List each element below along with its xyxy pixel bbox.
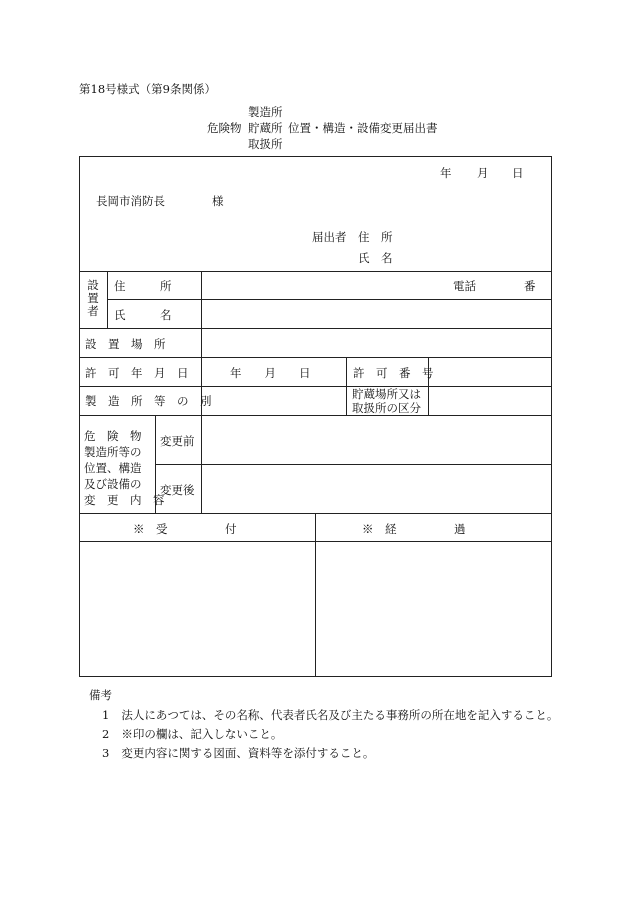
- note-number: 1: [102, 708, 110, 722]
- note-text: ※印の欄は、記入しないこと。: [121, 727, 283, 741]
- change-label-line: 危 険 物: [84, 429, 142, 443]
- permit-date-value: 年 月 日: [230, 366, 311, 380]
- note-number: 3: [102, 746, 110, 760]
- before-change-label: 変更前: [160, 434, 195, 448]
- after-change-label: 変更後: [160, 483, 195, 497]
- change-content-label: [84, 428, 165, 508]
- note-text: 法人にあつては、その名称、代表者氏名及び主たる事務所の所在地を記入すること。: [121, 708, 559, 722]
- date-month-label: 月: [477, 166, 489, 180]
- change-label-line: 製造所等の: [84, 445, 142, 459]
- notifier-address-label: 住 所: [358, 230, 393, 244]
- note-item: [102, 707, 558, 723]
- location-label: 設 置 場 所: [85, 337, 166, 351]
- title-suffix: 位置・構造・設備変更届出書: [288, 121, 438, 135]
- title-prefix: 危険物: [207, 121, 242, 135]
- note-text: 変更内容に関する図面、資料等を添付すること。: [121, 746, 375, 760]
- date-year-label: 年: [440, 166, 452, 180]
- form-number: 第18号様式（第9条関係）: [79, 82, 216, 96]
- reception-label: ※ 受 付: [133, 522, 237, 536]
- facility-type-label: 製 造 所 等 の 別: [85, 394, 212, 408]
- phone-label: 電話: [453, 279, 476, 293]
- installer-address-label: 住 所: [114, 279, 172, 293]
- title-line-handling: 取扱所: [248, 137, 283, 151]
- change-label-line: 変 更 内 容: [84, 493, 165, 507]
- date-day-label: 日: [512, 166, 524, 180]
- note-number: 2: [102, 727, 110, 741]
- addressee: 長岡市消防長: [96, 194, 165, 208]
- progress-label: ※ 経 過: [362, 522, 466, 536]
- change-label-line: 及び設備の: [84, 477, 142, 491]
- notifier-label: 届出者: [312, 230, 347, 244]
- permit-number-label: 許 可 番 号: [353, 366, 434, 380]
- honorific: 様: [212, 194, 224, 208]
- installer-label: 設置者: [87, 278, 99, 318]
- installer-name-label: 氏 名: [114, 308, 172, 322]
- permit-date-label: 許 可 年 月 日: [85, 366, 189, 380]
- note-item: [102, 726, 282, 742]
- change-label-line: 位置、構造: [84, 461, 142, 475]
- storage-type-label: 貯蔵場所又は取扱所の区分: [352, 387, 421, 415]
- notes-heading: 備考: [89, 688, 112, 702]
- phone-suffix: 番: [524, 279, 536, 293]
- note-item: [102, 745, 374, 761]
- title-line-storage: 貯蔵所: [248, 121, 283, 135]
- title-line-manufacturing: 製造所: [248, 105, 283, 119]
- notifier-name-label: 氏 名: [358, 251, 393, 265]
